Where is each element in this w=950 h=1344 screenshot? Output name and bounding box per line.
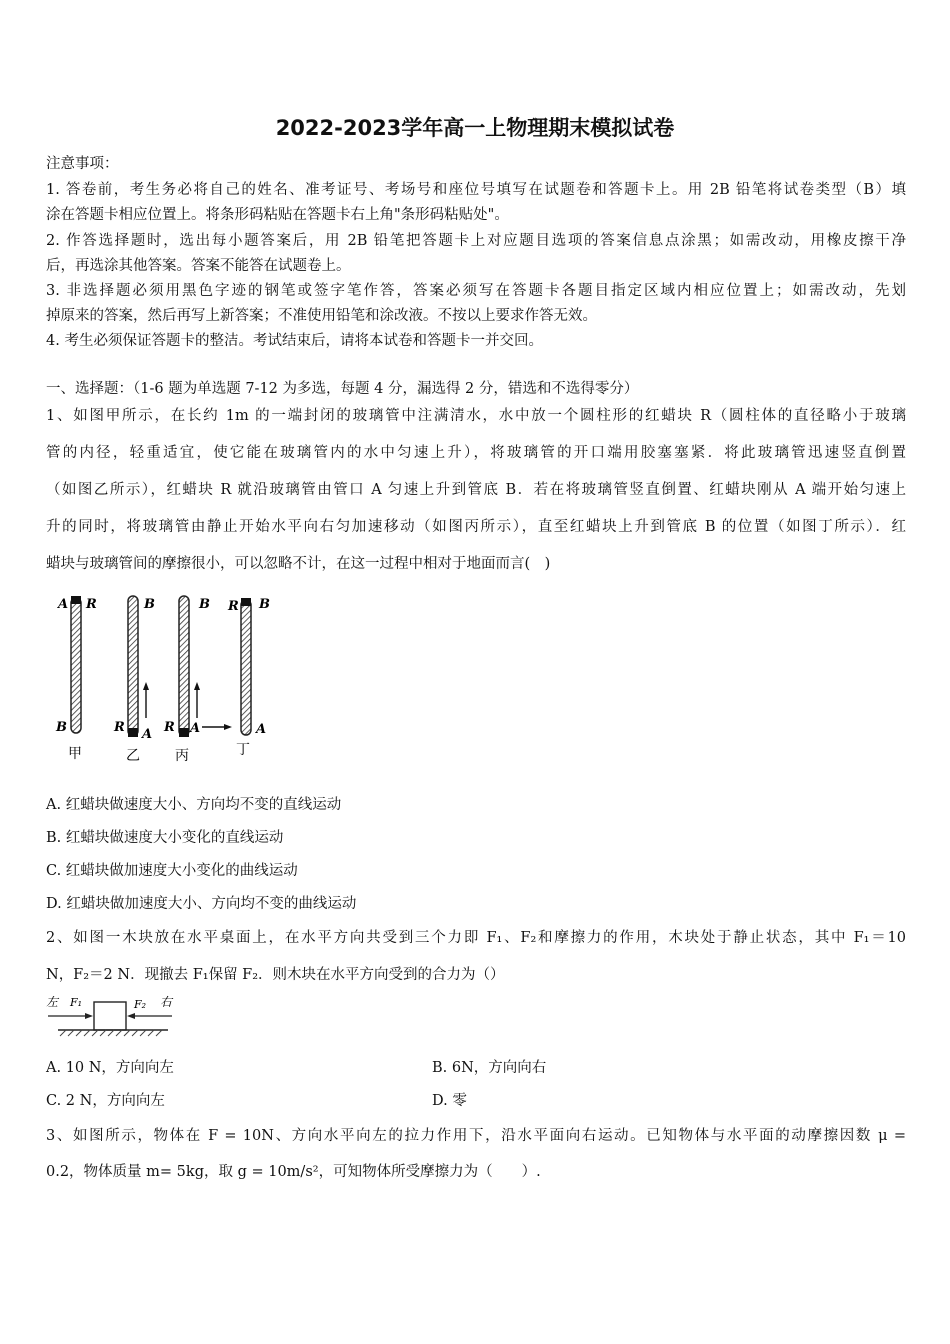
label-b-jia: B xyxy=(56,720,67,735)
wax-block-ding xyxy=(241,598,251,606)
section-heading: 一、选择题：（1-6 题为单选题 7-12 为多选，每题 4 分，漏选得 2 分，错选和不选得零分） xyxy=(46,381,639,397)
notice-line-2: 涂在答题卡相应位置上。将条形码粘贴在答题卡右上角"条形码粘贴处"。 xyxy=(46,207,509,223)
q2-block-figure xyxy=(44,994,184,1040)
q2-line-1: 2、如图一木块放在水平桌面上，在水平方向共受到三个力即 F₁、F₂和摩擦力的作用，木块处于静止状态，其中 F₁＝10 xyxy=(46,930,906,946)
label-right: 右 xyxy=(160,995,173,1009)
wax-block-yi xyxy=(128,728,138,737)
notice-line-6: 掉原来的答案，然后再写上新答案；不准使用铅笔和涂改液。不按以上要求作答无效。 xyxy=(46,308,597,324)
q2-option-a: A. 10 N，方向向左 xyxy=(46,1060,174,1076)
label-a-yi: A xyxy=(142,727,153,742)
tube-ding xyxy=(227,597,270,758)
q3-line-2: 0.2，物体质量 m= 5kg，取 g = 10m/s²，可知物体所受摩擦力为（ ）. xyxy=(46,1164,541,1180)
q1-option-c: C. 红蜡块做加速度大小变化的曲线运动 xyxy=(46,863,298,879)
label-r-yi: R xyxy=(114,720,125,735)
q1-line-5: 蜡块与玻璃管间的摩擦很小，可以忽略不计，在这一过程中相对于地面而言( ) xyxy=(46,556,551,572)
f2-arrow xyxy=(127,1013,135,1019)
label-f2: F₂ xyxy=(134,998,147,1011)
q2-option-d: D. 零 xyxy=(432,1093,467,1109)
label-a-jia: A xyxy=(58,597,69,612)
right-arrow-bing xyxy=(224,724,232,730)
q2-option-c: C. 2 N，方向向左 xyxy=(46,1093,165,1109)
label-bing: 丙 xyxy=(175,748,189,764)
q1-tube-figure xyxy=(46,588,286,768)
notice-heading: 注意事项： xyxy=(46,156,119,172)
page-title: 2022-2023学年高一上物理期末模拟试卷 xyxy=(275,116,675,140)
label-r-jia: R xyxy=(86,597,97,612)
label-ding: 丁 xyxy=(236,742,250,758)
notice-line-5: 3. 非选择题必须用黑色字迹的钢笔或签字笔作答，答案必须写在答题卡各题目指定区域内相应位置上；如需改动，先划 xyxy=(46,283,906,299)
q1-line-3: （如图乙所示），红蜡块 R 就沿玻璃管由管口 A 匀速上升到管底 B．若在将玻璃管竖直倒置、红蜡块刚从 A 端开始匀速上 xyxy=(46,482,906,498)
wood-block xyxy=(94,1002,126,1030)
label-b-yi: B xyxy=(144,597,155,612)
q1-option-d: D. 红蜡块做加速度大小、方向均不变的曲线运动 xyxy=(46,896,357,912)
label-yi: 乙 xyxy=(126,748,140,764)
q2-option-b: B. 6N，方向向右 xyxy=(432,1060,547,1076)
q3-line-1: 3、如图所示，物体在 F = 10N、方向水平向左的拉力作用下，沿水平面向右运动。已知物体与水平面的动摩擦因数 μ = xyxy=(46,1128,906,1144)
tube-jia xyxy=(55,596,97,762)
notice-line-1: 1. 答卷前，考生务必将自己的姓名、准考证号、考场号和座位号填写在试题卷和答题卡上。用 2B 铅笔将试卷类型（B）填 xyxy=(46,182,906,198)
q1-line-4: 升的同时，将玻璃管由静止开始水平向右匀加速移动（如图丙所示），直至红蜡块上升到管底 B 的位置（如图丁所示）．红 xyxy=(46,519,906,535)
up-arrow-yi xyxy=(143,682,149,690)
label-r-bing: R xyxy=(164,720,175,735)
tube-bing xyxy=(163,596,232,764)
label-a-bing: A xyxy=(190,721,201,736)
wax-block-bing xyxy=(179,728,189,737)
label-f1: F₁ xyxy=(70,996,83,1009)
label-r-ding: R xyxy=(228,599,239,614)
notice-line-4: 后，再选涂其他答案。答案不能答在试题卷上。 xyxy=(46,258,351,274)
up-arrow-bing xyxy=(194,682,200,690)
label-jia: 甲 xyxy=(68,746,82,762)
q1-option-b: B. 红蜡块做速度大小变化的直线运动 xyxy=(46,830,284,846)
label-a-ding: A xyxy=(256,722,267,737)
label-b-bing: B xyxy=(199,597,210,612)
label-left: 左 xyxy=(46,995,59,1009)
tube-yi xyxy=(113,596,155,764)
q1-option-a: A. 红蜡块做速度大小、方向均不变的直线运动 xyxy=(46,797,342,813)
q1-line-2: 管的内径，轻重适宜，使它能在玻璃管内的水中匀速上升），将玻璃管的开口端用胶塞塞紧．将此玻璃管迅速竖直倒置 xyxy=(46,445,906,461)
q2-line-2: N，F₂＝2 N．现撤去 F₁保留 F₂．则木块在水平方向受到的合力为（） xyxy=(46,967,505,983)
q1-line-1: 1、如图甲所示，在长约 1m 的一端封闭的玻璃管中注满清水，水中放一个圆柱形的红蜡块 R（圆柱体的直径略小于玻璃 xyxy=(46,408,906,424)
f1-arrow xyxy=(85,1013,93,1019)
wax-block-jia xyxy=(71,596,81,604)
label-b-ding: B xyxy=(259,597,270,612)
notice-line-7: 4. 考生必须保证答题卡的整洁。考试结束后，请将本试卷和答题卡一并交回。 xyxy=(46,333,543,349)
notice-line-3: 2. 作答选择题时，选出每小题答案后，用 2B 铅笔把答题卡上对应题目选项的答案信息点涂黑；如需改动，用橡皮擦干净 xyxy=(46,233,906,249)
